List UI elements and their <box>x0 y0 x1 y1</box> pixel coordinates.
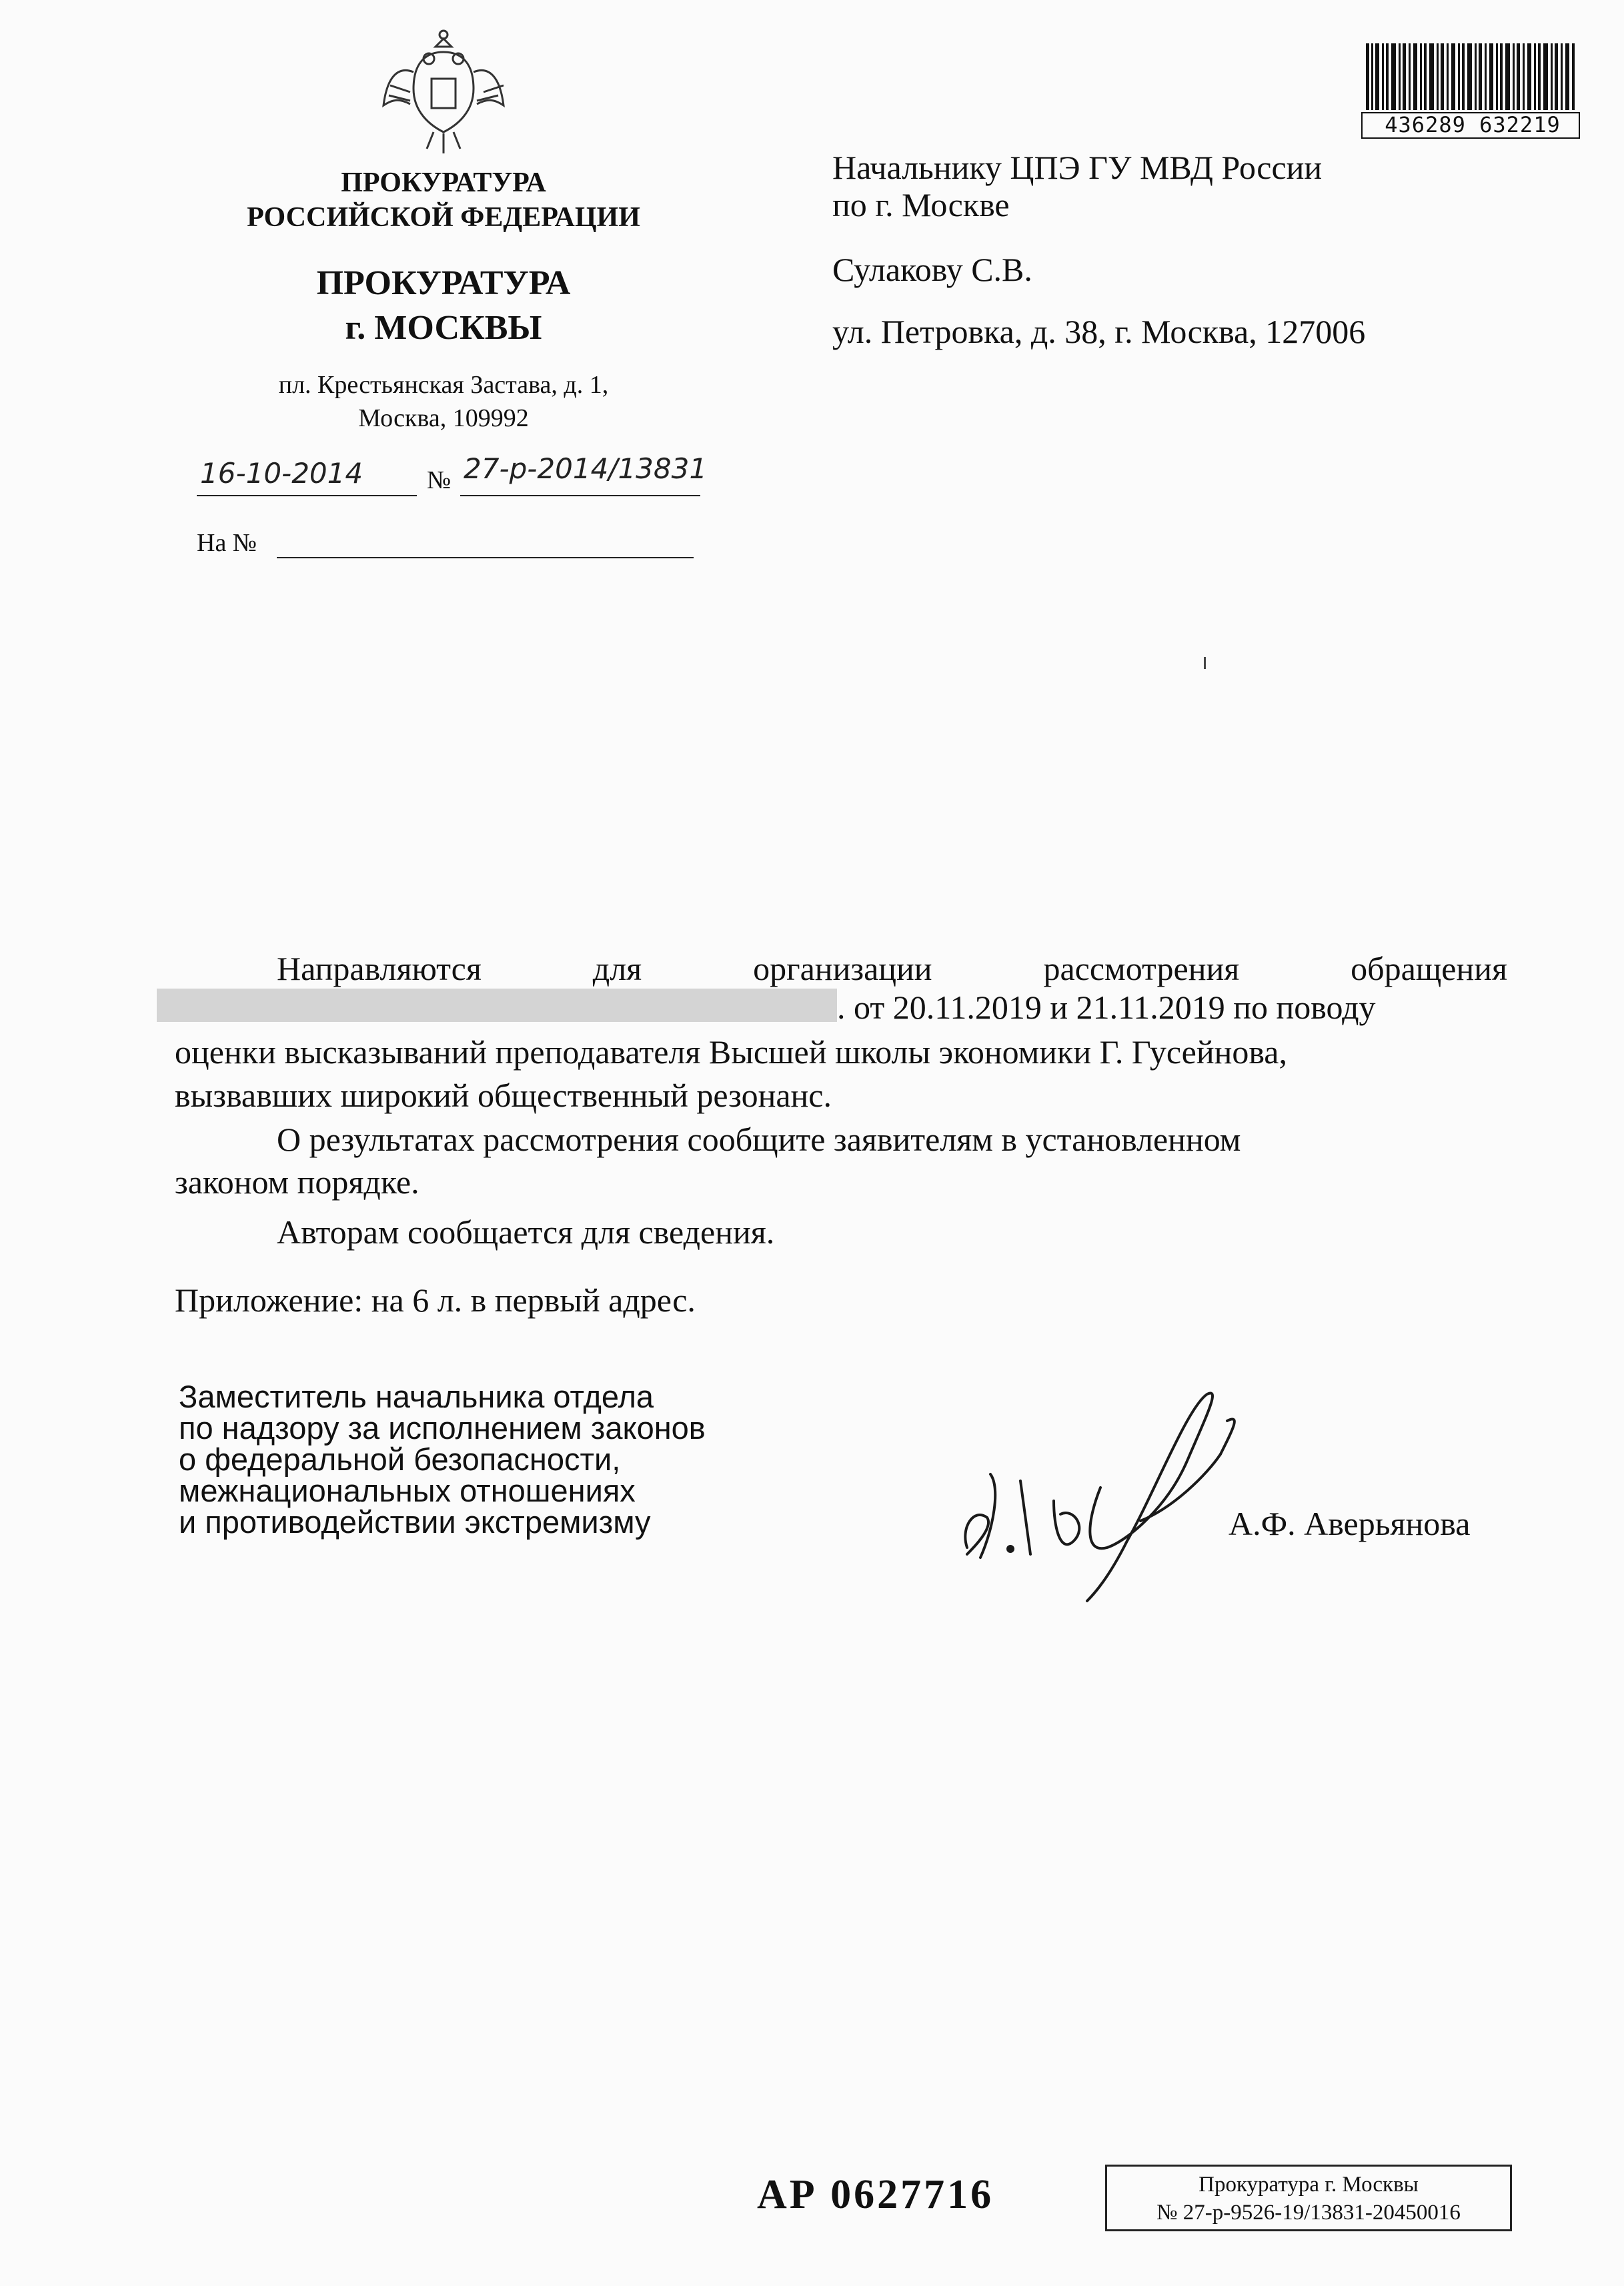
paragraph2-line2: законом порядке. <box>175 1163 420 1201</box>
attachment-note: Приложение: на 6 л. в первый адрес. <box>175 1281 696 1319</box>
ref-number-handwritten: 27-р-2014/13831 <box>464 452 708 485</box>
paragraph1-line1 <box>277 947 1507 990</box>
registration-stamp <box>1105 2165 1512 2231</box>
signatory-position-line3: о федеральной безопасности, <box>179 1442 621 1477</box>
org-address-line1: пл. Крестьянская Застава, д. 1, <box>278 371 609 399</box>
reply-ref-label: На № <box>197 529 257 557</box>
signatory-position-line4: межнациональных отношениях <box>179 1473 636 1508</box>
dept-name-line2: г. МОСКВЫ <box>345 309 542 347</box>
signatory-position-line2: по надзору за исполнением законов <box>179 1410 706 1446</box>
ref-date-handwritten: 16-10-2014 <box>200 457 363 490</box>
scan-mark <box>1204 657 1206 669</box>
stamp-line2: № 27-р-9526-19/13831-20450016 <box>1156 2201 1461 2225</box>
recipient-line2: по г. Москве <box>832 186 1010 223</box>
org-name-line1: ПРОКУРАТУРА <box>341 167 546 198</box>
recipient-address: ул. Петровка, д. 38, г. Москва, 127006 <box>832 313 1366 350</box>
barcode-number: 436289 632219 <box>1385 112 1561 137</box>
body-word: организации <box>753 950 932 987</box>
recipient-name: Сулакову С.В. <box>832 251 1032 288</box>
dept-name-line1: ПРОКУРАТУРА <box>316 264 571 302</box>
reply-ref-underline <box>277 557 694 558</box>
body-word: рассмотрения <box>1043 950 1240 987</box>
ref-number-prefix: № <box>427 466 452 494</box>
paragraph1-line3: оценки высказываний преподавателя Высшей школы экономики Г. Гусейнова, <box>175 1033 1287 1071</box>
body-word: обращения <box>1351 950 1507 987</box>
handwritten-signature <box>954 1374 1287 1614</box>
paragraph1-line2: . от 20.11.2019 и 21.11.2019 по поводу <box>837 989 1376 1026</box>
org-name-line2: РОССИЙСКОЙ ФЕДЕРАЦИИ <box>247 202 640 233</box>
ref-number-underline <box>460 495 700 496</box>
recipient-line1: Начальнику ЦПЭ ГУ МВД России <box>832 149 1323 186</box>
signatory-name: А.Ф. Аверьянова <box>1229 1505 1471 1542</box>
redacted-author-block <box>157 989 837 1022</box>
coat-of-arms-emblem <box>377 25 510 159</box>
signatory-position-line5: и противодействии экстремизму <box>179 1504 651 1540</box>
body-word: Направляются <box>277 950 482 987</box>
form-serial-number: АР 0627716 <box>757 2172 994 2217</box>
ref-date-underline <box>197 495 417 496</box>
signatory-position-line1: Заместитель начальника отдела <box>179 1379 654 1414</box>
paragraph3: Авторам сообщается для сведения. <box>277 1213 775 1251</box>
stamp-line1: Прокуратура г. Москвы <box>1198 2173 1419 2197</box>
paragraph1-line4: вызвавших широкий общественный резонанс. <box>175 1077 832 1114</box>
body-word: для <box>592 950 642 987</box>
paragraph2-line1: О результатах рассмотрения сообщите заявителям в установленном <box>277 1121 1241 1158</box>
org-address-line2: Москва, 109992 <box>358 404 529 432</box>
